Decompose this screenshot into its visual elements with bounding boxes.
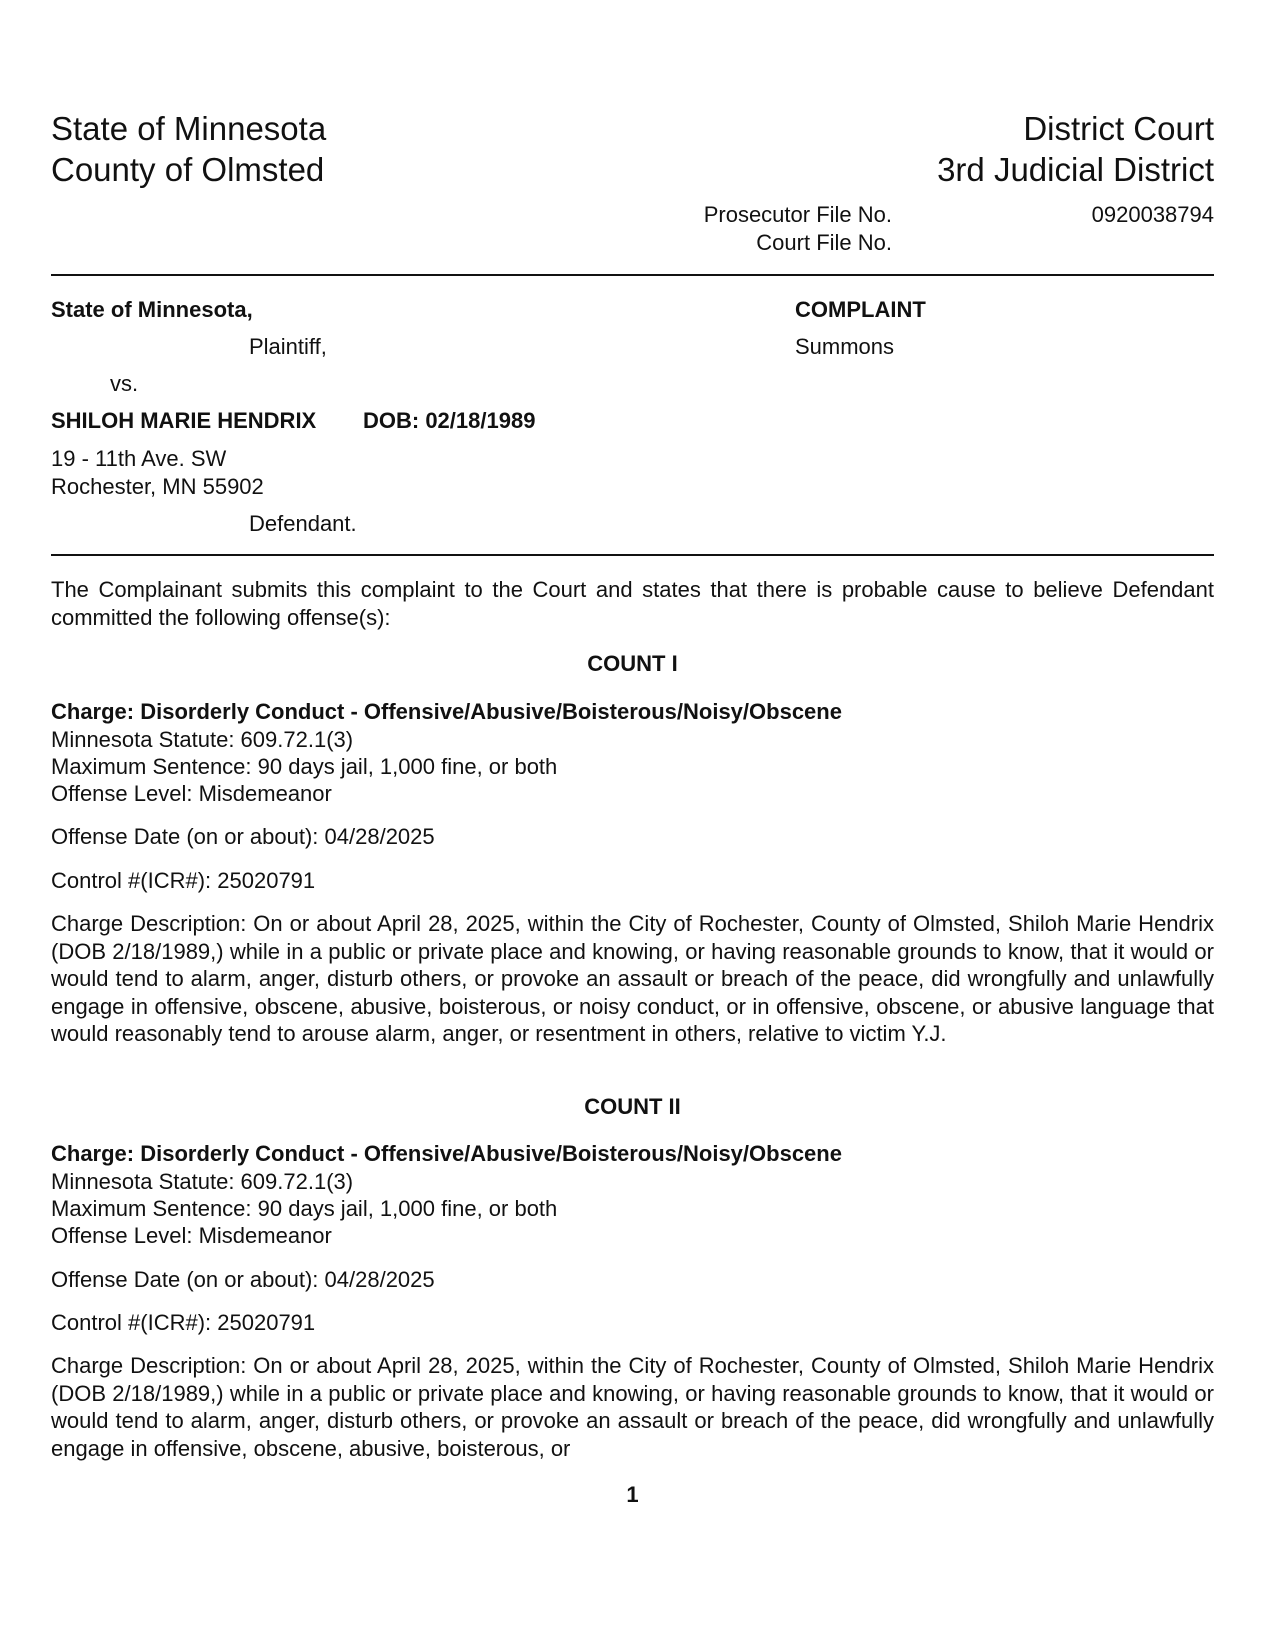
count-control-number: Control #(ICR#): 25020791: [51, 868, 316, 893]
count-statute: Minnesota Statute: 609.72.1(3): [51, 1169, 354, 1194]
page-number: 1: [626, 1482, 639, 1507]
document-subtype: Summons: [795, 334, 895, 359]
count-title: COUNT I: [587, 651, 678, 676]
court-heading: District Court: [1023, 110, 1214, 147]
defendant-address-line1: 19 - 11th Ave. SW: [51, 446, 227, 471]
defendant-address-line2: Rochester, MN 55902: [51, 474, 264, 499]
defendant-dob: DOB: 02/18/1989: [363, 408, 536, 433]
count-max-sentence: Maximum Sentence: 90 days jail, 1,000 fine, or both: [51, 1196, 558, 1221]
plaintiff-role: Plaintiff,: [249, 334, 327, 359]
count-offense-level: Offense Level: Misdemeanor: [51, 1223, 332, 1248]
state-heading: State of Minnesota: [51, 110, 327, 147]
header-divider: [51, 274, 1214, 276]
defendant-role: Defendant.: [249, 511, 357, 536]
count-title: COUNT II: [584, 1094, 681, 1119]
count-charge: Charge: Disorderly Conduct - Offensive/Abusive/Boisterous/Noisy/Obscene: [51, 1141, 842, 1166]
count-description: Charge Description: On or about April 28, 2025, within the City of Rochester, County of Olmsted, Shiloh Marie Hendrix (DOB 2/18/1989,) while in a public or private place and knowing, or having reasonable grounds to know, that it would or would tend to alarm, anger, disturb others, or provoke an assault or breach of the peace, did wrongfully and unlawfully engage in offensive, obscene, abusive, boisterous, or noisy conduct, or in offensive, obscene, or abusive language that would reasonably tend to arouse alarm, anger, or resentment in others, relative to victim Y.J.: [51, 911, 1214, 1046]
count-offense-date: Offense Date (on or about): 04/28/2025: [51, 824, 435, 849]
count-max-sentence: Maximum Sentence: 90 days jail, 1,000 fine, or both: [51, 754, 558, 779]
count-statute: Minnesota Statute: 609.72.1(3): [51, 727, 354, 752]
count-offense-level: Offense Level: Misdemeanor: [51, 781, 332, 806]
caption-divider: [51, 554, 1214, 556]
versus: vs.: [110, 371, 139, 396]
intro-paragraph: The Complainant submits this complaint to the Court and states that there is probable cause to believe Defendant committed the following offense(s):: [51, 577, 1214, 630]
count-control-number: Control #(ICR#): 25020791: [51, 1310, 316, 1335]
prosecutor-file-label: Prosecutor File No.: [703, 202, 892, 227]
court-file-label: Court File No.: [756, 230, 892, 255]
county-heading: County of Olmsted: [51, 151, 325, 188]
count-description: Charge Description: On or about April 28, 2025, within the City of Rochester, County of Olmsted, Shiloh Marie Hendrix (DOB 2/18/1989,) while in a public or private place and knowing, or having reasonable grounds to know, that it would or would tend to alarm, anger, disturb others, or provoke an assault or breach of the peace, did wrongfully and unlawfully engage in offensive, obscene, abusive, boisterous, or: [51, 1353, 1214, 1461]
count-offense-date: Offense Date (on or about): 04/28/2025: [51, 1267, 435, 1292]
prosecutor-file-number: 0920038794: [1091, 202, 1214, 227]
district-heading: 3rd Judicial District: [937, 151, 1214, 188]
plaintiff-name: State of Minnesota,: [51, 297, 253, 322]
defendant-name: SHILOH MARIE HENDRIX: [51, 408, 317, 433]
document-type: COMPLAINT: [795, 297, 926, 322]
count-charge: Charge: Disorderly Conduct - Offensive/Abusive/Boisterous/Noisy/Obscene: [51, 699, 842, 724]
